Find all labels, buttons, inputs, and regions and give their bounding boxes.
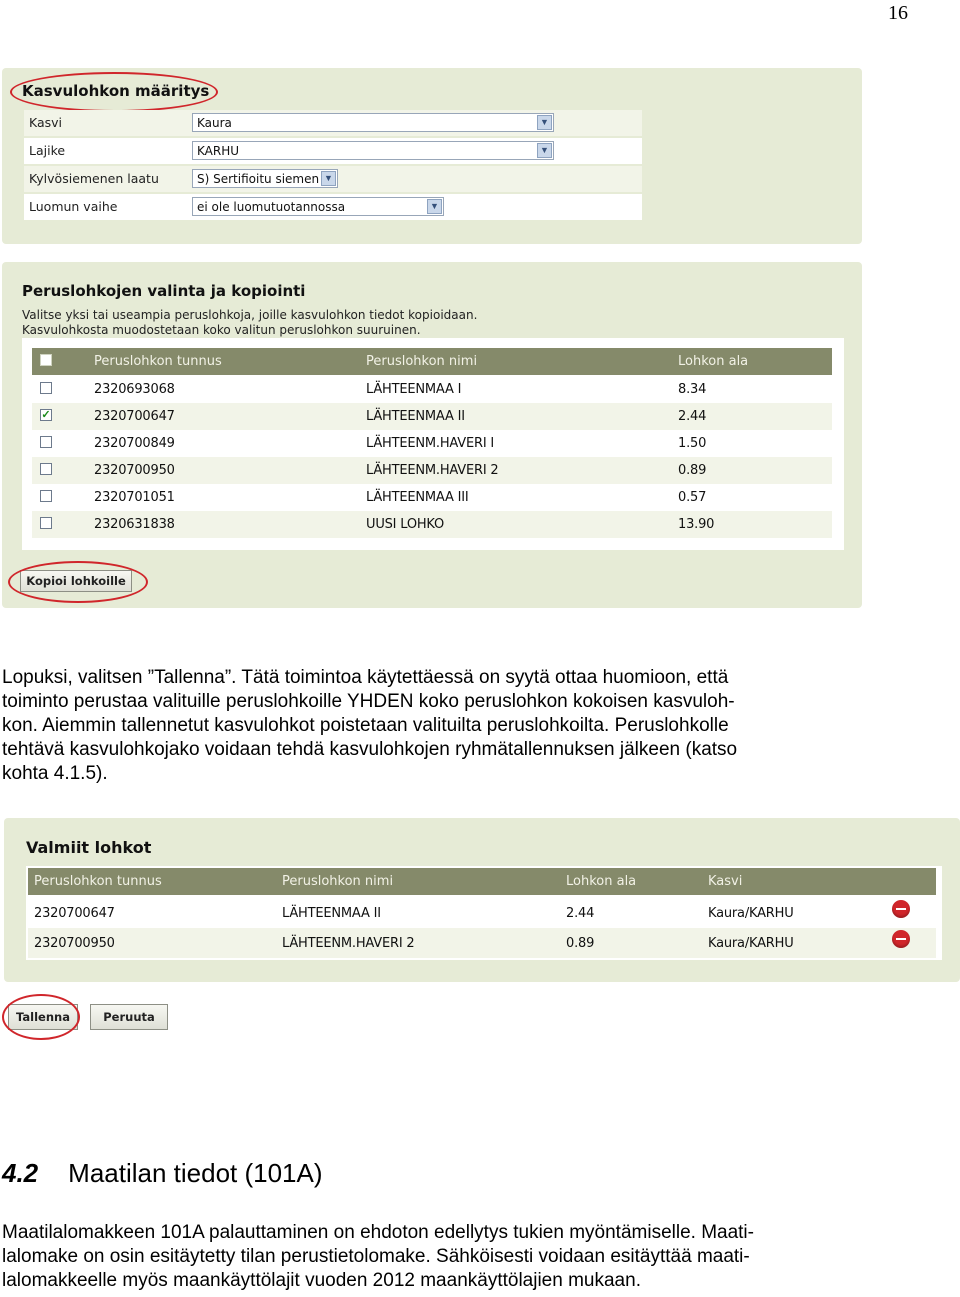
parcel-name: UUSI LOHKO bbox=[366, 517, 445, 532]
ready-parcels-title: Valmiit lohkot bbox=[26, 838, 152, 857]
parcel-name: LÄHTEENMAA III bbox=[366, 490, 469, 505]
parcel-id: 2320700950 bbox=[94, 463, 175, 478]
parcel-area: 2.44 bbox=[678, 409, 707, 424]
paragraph-line: lalomake on osin esitäytetty tilan perustietolomake. Sähköisesti voidaan esitäyttää maati- bbox=[2, 1246, 750, 1267]
table-header bbox=[32, 348, 832, 375]
parcel-id: 2320700849 bbox=[94, 436, 175, 451]
parcel-name: LÄHTEENMAA I bbox=[366, 382, 462, 397]
section-title: Maatilan tiedot (101A) bbox=[68, 1158, 323, 1188]
seed-quality-select[interactable] bbox=[192, 169, 338, 188]
field-row-lajike bbox=[24, 138, 642, 164]
parcel-name: LÄHTEENMAA II bbox=[282, 906, 381, 921]
instruction-paragraph bbox=[2, 666, 882, 786]
base-parcel-selection-panel bbox=[2, 262, 862, 608]
page-number: 16 bbox=[888, 2, 908, 24]
column-header: Peruslohkon tunnus bbox=[94, 354, 222, 369]
parcel-area: 8.34 bbox=[678, 382, 707, 397]
column-header: Kasvi bbox=[708, 874, 743, 889]
save-button-highlight-ring bbox=[2, 994, 80, 1040]
table-row bbox=[32, 376, 832, 403]
parcel-area: 0.89 bbox=[678, 463, 707, 478]
paragraph-line: toiminto perustaa valituille peruslohkoille YHDEN koko peruslohkon kokoisen kasvuloh- bbox=[2, 691, 735, 712]
select-value: Kaura bbox=[197, 116, 232, 130]
chevron-down-icon[interactable]: ▼ bbox=[537, 115, 552, 130]
parcel-id: 2320693068 bbox=[94, 382, 175, 397]
table-row bbox=[32, 430, 832, 457]
instruction-line: Valitse yksi tai useampia peruslohkoja, joille kasvulohkon tiedot kopioidaan. bbox=[22, 308, 478, 322]
ready-parcels-panel bbox=[4, 818, 960, 982]
table-header bbox=[28, 868, 936, 895]
field-row-seed-quality bbox=[24, 166, 642, 192]
copy-button-highlight-ring bbox=[8, 561, 148, 603]
field-label: Kasvi bbox=[29, 115, 63, 130]
field-label: Luomun vaihe bbox=[29, 199, 118, 214]
column-header: Lohkon ala bbox=[566, 874, 637, 889]
field-row-kasvi bbox=[24, 110, 642, 136]
table-row bbox=[32, 484, 832, 511]
section-heading bbox=[2, 1158, 323, 1189]
crop-select[interactable] bbox=[192, 113, 554, 132]
paragraph-line: lalomakkeelle myös maankäyttölajit vuoden 2012 maankäyttölajien mukaan. bbox=[2, 1270, 641, 1291]
parcel-id: 2320631838 bbox=[94, 517, 175, 532]
parcel-name: LÄHTEENMAA II bbox=[366, 409, 465, 424]
ready-parcels-table bbox=[26, 866, 942, 960]
row-checkbox[interactable] bbox=[40, 490, 52, 502]
field-row-organic-phase bbox=[24, 194, 642, 220]
parcel-area: 2.44 bbox=[566, 906, 595, 921]
select-value: S) Sertifioitu siemen bbox=[197, 172, 320, 186]
instruction-line: Kasvulohkosta muodostetaan koko valitun peruslohkon suuruinen. bbox=[22, 323, 421, 337]
select-value: ei ole luomutuotannossa bbox=[197, 200, 346, 214]
parcel-area: 0.89 bbox=[566, 936, 595, 951]
parcel-name: LÄHTEENM.HAVERI 2 bbox=[282, 936, 415, 951]
table-row bbox=[28, 898, 936, 928]
section-number: 4.2 bbox=[2, 1158, 39, 1188]
select-all-checkbox[interactable] bbox=[40, 354, 52, 366]
table-row bbox=[32, 403, 832, 430]
base-parcel-selection-title: Peruslohkojen valinta ja kopiointi bbox=[22, 282, 306, 300]
crop-definition-panel bbox=[2, 68, 862, 244]
row-checkbox[interactable] bbox=[40, 463, 52, 475]
section-paragraph bbox=[2, 1221, 882, 1293]
parcel-id: 2320700950 bbox=[34, 936, 115, 951]
row-checkbox[interactable] bbox=[40, 517, 52, 529]
title-highlight-ring bbox=[10, 72, 218, 112]
parcel-id: 2320701051 bbox=[94, 490, 175, 505]
remove-icon[interactable] bbox=[892, 930, 910, 948]
row-checkbox[interactable] bbox=[40, 382, 52, 394]
column-header: Lohkon ala bbox=[678, 354, 749, 369]
chevron-down-icon[interactable]: ▼ bbox=[321, 171, 336, 186]
chevron-down-icon[interactable]: ▼ bbox=[427, 199, 442, 214]
paragraph-line: kon. Aiemmin tallennetut kasvulohkot poistetaan valituilta peruslohkoilta. Peruslohkolle bbox=[2, 715, 729, 736]
crop-definition-title: Kasvulohkon määritys bbox=[22, 82, 210, 100]
parcel-area: 1.50 bbox=[678, 436, 707, 451]
parcel-table bbox=[22, 338, 844, 550]
save-button[interactable]: Tallenna bbox=[8, 1004, 78, 1030]
paragraph-line: kohta 4.1.5). bbox=[2, 763, 108, 784]
table-row bbox=[32, 511, 832, 538]
parcel-crop: Kaura/KARHU bbox=[708, 936, 794, 951]
parcel-crop: Kaura/KARHU bbox=[708, 906, 794, 921]
variety-select[interactable] bbox=[192, 141, 554, 160]
remove-icon[interactable] bbox=[892, 900, 910, 918]
column-header: Peruslohkon tunnus bbox=[34, 874, 162, 889]
organic-phase-select[interactable] bbox=[192, 197, 444, 216]
chevron-down-icon[interactable]: ▼ bbox=[537, 143, 552, 158]
field-label: Kylvösiemenen laatu bbox=[29, 171, 159, 186]
parcel-id: 2320700647 bbox=[94, 409, 175, 424]
parcel-name: LÄHTEENM.HAVERI I bbox=[366, 436, 495, 451]
table-row bbox=[32, 457, 832, 484]
row-checkbox-checked[interactable]: ✓ bbox=[41, 409, 51, 421]
column-header: Peruslohkon nimi bbox=[282, 874, 394, 889]
row-checkbox[interactable] bbox=[40, 436, 52, 448]
select-value: KARHU bbox=[197, 144, 240, 158]
parcel-id: 2320700647 bbox=[34, 906, 115, 921]
copy-to-parcels-button[interactable]: Kopioi lohkoille bbox=[20, 570, 132, 592]
cancel-button[interactable]: Peruuta bbox=[90, 1004, 168, 1030]
field-label: Lajike bbox=[29, 143, 66, 158]
paragraph-line: tehtävä kasvulohkojako voidaan tehdä kasvulohkojen ryhmätallennuksen jälkeen (katso bbox=[2, 739, 738, 760]
table-row bbox=[28, 928, 936, 958]
parcel-area: 13.90 bbox=[678, 517, 715, 532]
parcel-area: 0.57 bbox=[678, 490, 707, 505]
paragraph-line: Maatilalomakkeen 101A palauttaminen on ehdoton edellytys tukien myöntämiselle. Maati- bbox=[2, 1222, 754, 1243]
parcel-name: LÄHTEENM.HAVERI 2 bbox=[366, 463, 499, 478]
paragraph-line: Lopuksi, valitsen ”Tallenna”. Tätä toimintoa käytettäessä on syytä ottaa huomioon, että bbox=[2, 667, 729, 688]
column-header: Peruslohkon nimi bbox=[366, 354, 478, 369]
